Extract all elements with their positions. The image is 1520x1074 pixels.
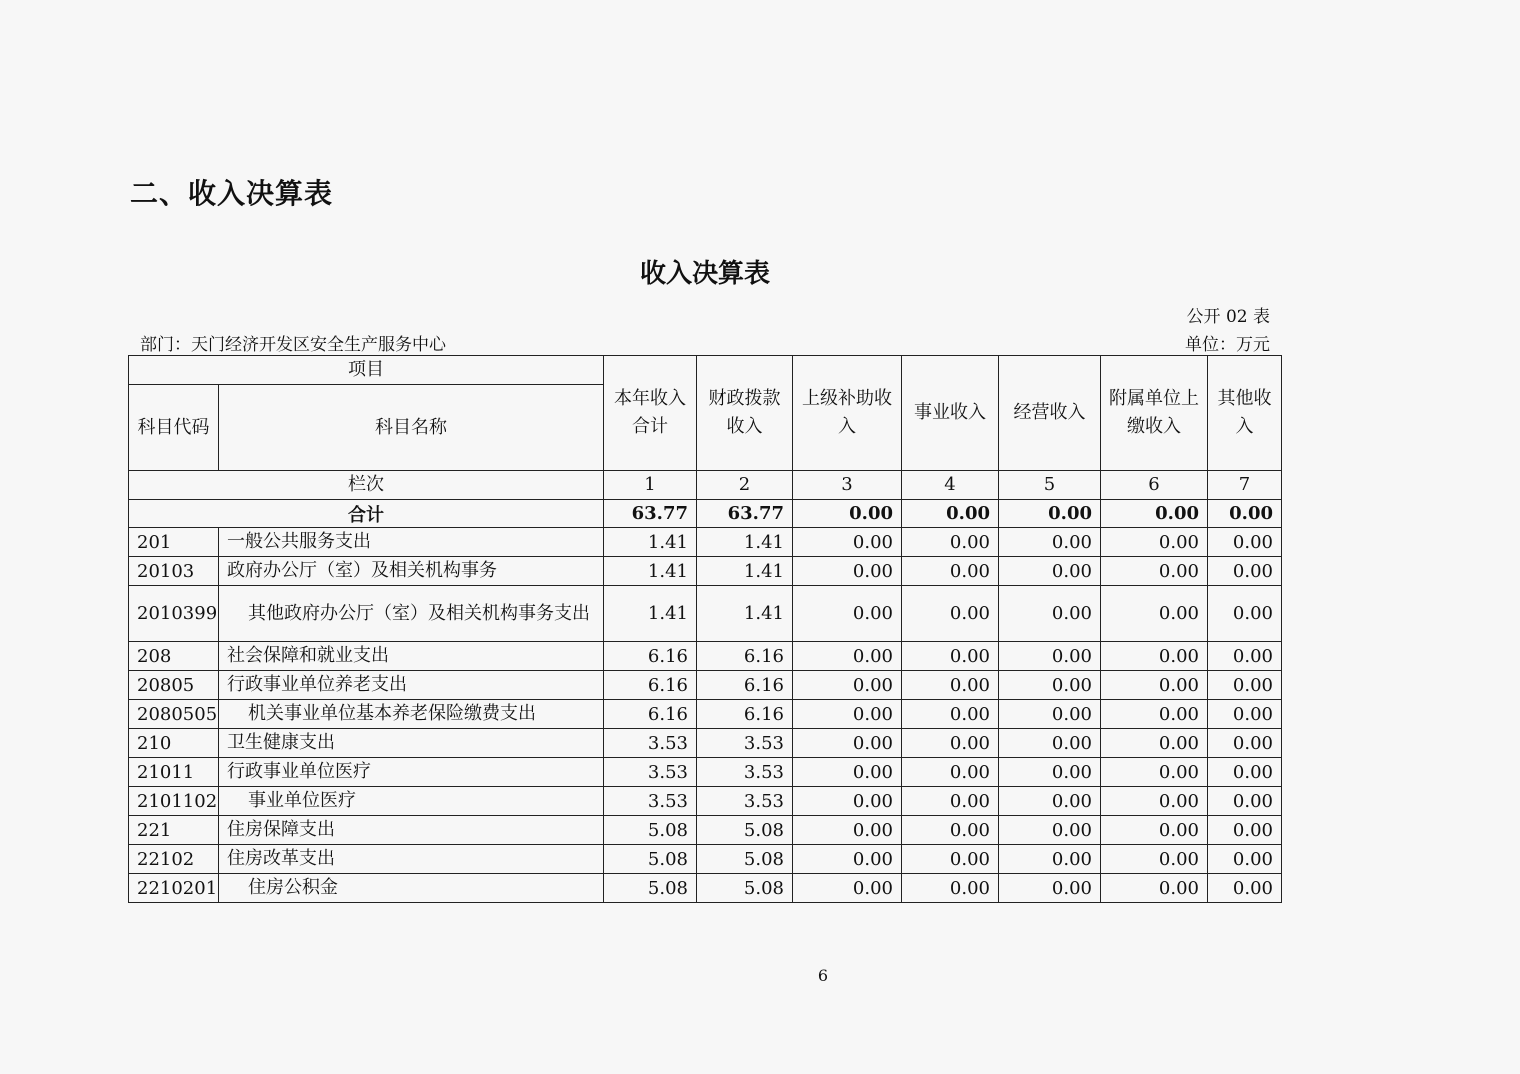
department-name: 天门经济开发区安全生产服务中心	[191, 335, 446, 355]
value-cell: 0.00	[999, 845, 1101, 874]
value-cell: 0.00	[1208, 787, 1282, 816]
value-cell: 0.00	[1101, 874, 1208, 903]
value-cell: 0.00	[1101, 758, 1208, 787]
column-index: 1	[604, 471, 697, 500]
table-row	[129, 816, 1282, 845]
column-index: 4	[902, 471, 999, 500]
table-row	[129, 729, 1282, 758]
value-cell: 0.00	[793, 557, 902, 586]
value-cell: 6.16	[604, 671, 697, 700]
value-cell: 0.00	[999, 758, 1101, 787]
value-cell: 3.53	[697, 787, 793, 816]
value-cell: 0.00	[999, 671, 1101, 700]
value-cell: 0.00	[793, 700, 902, 729]
total-cell: 0.00	[1208, 500, 1282, 528]
subject-code: 20805	[129, 671, 219, 700]
column-index: 3	[793, 471, 902, 500]
header-fiscal-appropriation: 财政拨款收入	[697, 356, 793, 471]
table-row	[129, 642, 1282, 671]
header-other-income: 其他收入	[1208, 356, 1282, 471]
value-cell: 6.16	[697, 642, 793, 671]
header-item: 项目	[129, 356, 604, 385]
value-cell: 1.41	[604, 528, 697, 557]
table-title: 收入决算表	[639, 259, 770, 289]
total-cell: 63.77	[604, 500, 697, 528]
subject-code: 2080505	[129, 700, 219, 729]
header-superior-subsidy: 上级补助收入	[793, 356, 902, 471]
value-cell: 0.00	[1208, 586, 1282, 642]
value-cell: 5.08	[604, 816, 697, 845]
value-cell: 0.00	[793, 528, 902, 557]
value-cell: 3.53	[697, 729, 793, 758]
value-cell: 0.00	[902, 586, 999, 642]
subject-code: 221	[129, 816, 219, 845]
value-cell: 5.08	[604, 845, 697, 874]
page-number: 6	[817, 966, 829, 985]
value-cell: 0.00	[902, 557, 999, 586]
value-cell: 3.53	[604, 758, 697, 787]
column-index: 7	[1208, 471, 1282, 500]
subject-code: 2010399	[129, 586, 219, 642]
value-cell: 0.00	[1208, 816, 1282, 845]
value-cell: 0.00	[793, 845, 902, 874]
total-cell: 0.00	[902, 500, 999, 528]
table-row	[129, 671, 1282, 700]
total-cell: 0.00	[793, 500, 902, 528]
value-cell: 0.00	[1101, 586, 1208, 642]
subject-name: 事业单位医疗	[219, 787, 604, 816]
value-cell: 0.00	[1208, 758, 1282, 787]
header-affiliated-units-income: 附属单位上缴收入	[1101, 356, 1208, 471]
header-subject-name: 科目名称	[219, 385, 604, 471]
value-cell: 0.00	[1101, 787, 1208, 816]
value-cell: 0.00	[999, 816, 1101, 845]
value-cell: 0.00	[1101, 528, 1208, 557]
unit-label: 单位：万元	[1185, 335, 1270, 355]
value-cell: 0.00	[793, 787, 902, 816]
value-cell: 0.00	[1101, 671, 1208, 700]
value-cell: 6.16	[697, 700, 793, 729]
total-cell: 63.77	[697, 500, 793, 528]
value-cell: 5.08	[697, 845, 793, 874]
value-cell: 0.00	[902, 845, 999, 874]
value-cell: 0.00	[793, 758, 902, 787]
table-row	[129, 874, 1282, 903]
table-row	[129, 586, 1282, 642]
value-cell: 1.41	[604, 557, 697, 586]
value-cell: 0.00	[1101, 729, 1208, 758]
subject-name: 卫生健康支出	[219, 729, 604, 758]
total-label: 合计	[129, 500, 604, 528]
value-cell: 0.00	[902, 729, 999, 758]
value-cell: 0.00	[793, 642, 902, 671]
value-cell: 1.41	[697, 528, 793, 557]
subject-name: 行政事业单位养老支出	[219, 671, 604, 700]
value-cell: 0.00	[902, 874, 999, 903]
value-cell: 0.00	[999, 528, 1101, 557]
subject-code: 22102	[129, 845, 219, 874]
value-cell: 3.53	[604, 787, 697, 816]
section-heading: 二、收入决算表	[130, 177, 334, 210]
subject-name: 机关事业单位基本养老保险缴费支出	[219, 700, 604, 729]
value-cell: 0.00	[1208, 700, 1282, 729]
subject-name: 住房改革支出	[219, 845, 604, 874]
value-cell: 6.16	[604, 642, 697, 671]
total-cell: 0.00	[1101, 500, 1208, 528]
subject-code: 2101102	[129, 787, 219, 816]
subject-code: 21011	[129, 758, 219, 787]
value-cell: 0.00	[902, 816, 999, 845]
subject-name: 社会保障和就业支出	[219, 642, 604, 671]
value-cell: 6.16	[697, 671, 793, 700]
subject-name: 住房保障支出	[219, 816, 604, 845]
value-cell: 0.00	[1101, 700, 1208, 729]
value-cell: 1.41	[697, 557, 793, 586]
column-index: 6	[1101, 471, 1208, 500]
subject-name: 政府办公厅（室）及相关机构事务	[219, 557, 604, 586]
header-operating-income: 经营收入	[999, 356, 1101, 471]
subject-name: 一般公共服务支出	[219, 528, 604, 557]
value-cell: 0.00	[1101, 816, 1208, 845]
value-cell: 0.00	[1208, 557, 1282, 586]
header-row-index: 栏次	[129, 471, 604, 500]
value-cell: 0.00	[999, 700, 1101, 729]
subject-code: 208	[129, 642, 219, 671]
value-cell: 0.00	[793, 729, 902, 758]
value-cell: 5.08	[697, 874, 793, 903]
table-row	[129, 528, 1282, 557]
value-cell: 0.00	[999, 642, 1101, 671]
value-cell: 0.00	[793, 874, 902, 903]
value-cell: 0.00	[902, 642, 999, 671]
value-cell: 0.00	[902, 700, 999, 729]
value-cell: 0.00	[999, 787, 1101, 816]
department-label: 部门：	[140, 335, 191, 355]
total-row	[129, 500, 1282, 528]
value-cell: 0.00	[793, 671, 902, 700]
table-row	[129, 557, 1282, 586]
header-subject-code: 科目代码	[129, 385, 219, 471]
header-total-income: 本年收入合计	[604, 356, 697, 471]
table-row	[129, 700, 1282, 729]
subject-name: 住房公积金	[219, 874, 604, 903]
department-line	[140, 330, 446, 355]
value-cell: 6.16	[604, 700, 697, 729]
value-cell: 0.00	[1101, 557, 1208, 586]
value-cell: 0.00	[793, 816, 902, 845]
value-cell: 0.00	[1208, 671, 1282, 700]
value-cell: 0.00	[1208, 729, 1282, 758]
value-cell: 0.00	[999, 874, 1101, 903]
value-cell: 0.00	[902, 787, 999, 816]
subject-code: 210	[129, 729, 219, 758]
subject-code: 2210201	[129, 874, 219, 903]
column-index: 2	[697, 471, 793, 500]
value-cell: 0.00	[902, 671, 999, 700]
value-cell: 0.00	[1208, 874, 1282, 903]
value-cell: 5.08	[604, 874, 697, 903]
value-cell: 0.00	[1208, 845, 1282, 874]
value-cell: 0.00	[1101, 642, 1208, 671]
table-row	[129, 845, 1282, 874]
value-cell: 0.00	[902, 758, 999, 787]
form-number: 公开 02 表	[1186, 307, 1270, 327]
subject-name: 其他政府办公厅（室）及相关机构事务支出	[219, 586, 604, 642]
value-cell: 0.00	[999, 729, 1101, 758]
value-cell: 0.00	[793, 586, 902, 642]
income-table	[128, 355, 1282, 903]
total-cell: 0.00	[999, 500, 1101, 528]
value-cell: 0.00	[1208, 642, 1282, 671]
value-cell: 0.00	[902, 528, 999, 557]
value-cell: 0.00	[1208, 528, 1282, 557]
subject-code: 20103	[129, 557, 219, 586]
value-cell: 5.08	[697, 816, 793, 845]
value-cell: 1.41	[604, 586, 697, 642]
column-index: 5	[999, 471, 1101, 500]
value-cell: 0.00	[999, 586, 1101, 642]
table-row	[129, 787, 1282, 816]
value-cell: 3.53	[604, 729, 697, 758]
header-business-income: 事业收入	[902, 356, 999, 471]
value-cell: 0.00	[999, 557, 1101, 586]
subject-code: 201	[129, 528, 219, 557]
table-row	[129, 758, 1282, 787]
value-cell: 0.00	[1101, 845, 1208, 874]
value-cell: 1.41	[697, 586, 793, 642]
value-cell: 3.53	[697, 758, 793, 787]
subject-name: 行政事业单位医疗	[219, 758, 604, 787]
